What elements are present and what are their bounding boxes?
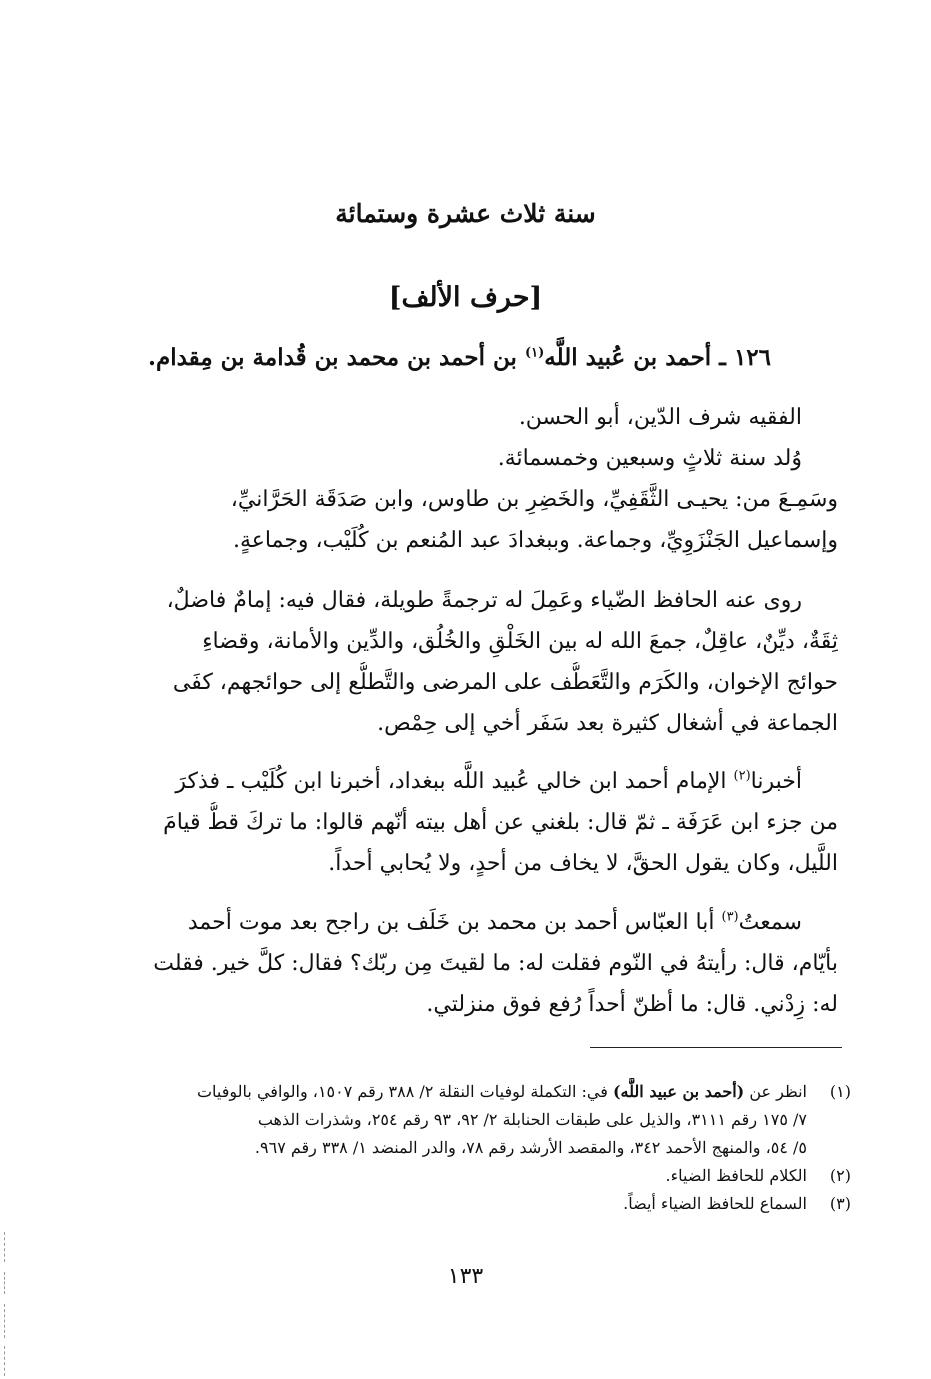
bio-paragraph [93,397,838,561]
footnote-ref-3: (٣) [721,909,739,925]
entry-title-start: ١٢٦ ـ أحمد بن عُبيد اللَّه [544,344,771,371]
para1-line-2: ثِقَةٌ، ديِّنٌ، عاقِلٌ، جمعَ الله له بين الخَلْقِ والخُلُق، والدِّين والأمانة، وقضاءِ [202,629,838,654]
para3-line-3: له: زِدْني. قال: ما أظنّ أحداً رُفع فوق منزلتي. [426,992,838,1017]
para2-line-1 [93,761,838,802]
para3-line-1-start: سمعتُ [738,910,802,935]
entry-title-rest: بن أحمد بن محمد بن قُدامة بن مِقدام. [147,344,525,371]
footnote-3-text: السماع للحافظ الضياء أيضاً. [623,1194,807,1213]
entry-title [131,338,771,378]
para3-line-1 [93,902,838,943]
footnote-2-text: الكلام للحافظ الضياء. [665,1166,807,1185]
footnote-1-subject: (أحمد بن عبيد اللَّه) [612,1082,745,1101]
footnote-2-number: (٢) [829,1166,851,1185]
paragraph-1 [93,580,838,744]
letter-section-heading: [حرف الألف] [388,282,543,313]
footnote-1-line-1 [91,1078,807,1106]
bio-line-4: وإسماعيل الجَنْزَوِيِّ، وجماعة. وببغدادَ عبد المُنعم بن كُلَيْب، وجماعةٍ. [233,528,838,553]
footnote-1-line-2: ٧/ ١٧٥ رقم ٣١١١، والذيل على طبقات الحنابلة ٢/ ٩٢، ٩٣ رقم ٢٥٤، وشذرات الذهب [257,1110,807,1129]
year-heading: سنة ثلاث عشرة وستمائة [335,199,596,228]
paragraph-3 [93,902,838,1025]
scan-edge-mark [4,1272,5,1294]
footnotes [91,1078,851,1218]
page-number: ١٣٣ [447,1264,484,1289]
footnote-2 [91,1162,851,1190]
footnote-ref-1: (١) [524,345,545,361]
footnote-1-line-3: ٥/ ٥٤، والمنهج الأحمد ٣٤٢، والمقصد الأرشد رقم ٧٨، والدر المنضد ١/ ٣٣٨ رقم ٩٦٧. [254,1138,807,1157]
bio-line-1: الفقيه شرف الدّين، أبو الحسن. [518,405,802,430]
scan-edge-mark [4,1232,5,1262]
footnote-1-line-1-rest: في: التكملة لوفيات النقلة ٢/ ٣٨٨ رقم ١٥٠٧، والوافي بالوفيات [196,1082,613,1101]
scan-edge-mark [4,1346,5,1376]
para3-line-1-rest: أبا العبّاس أحمد بن محمد بن خَلَف بن راجح بعد موت أحمد [187,910,722,935]
footnote-1 [91,1078,851,1162]
bio-line-2: وُلد سنة ثلاثٍ وسبعين وخمسمائة. [497,446,802,471]
para2-line-3: اللَّيل، وكان يقول الحقَّ، لا يخاف من أحدٍ، ولا يُحابي أحداً. [328,851,838,876]
footnote-divider [590,1047,842,1048]
bio-line-3: وسَمِـعَ من: يحيـى الثَّقَفِيِّ، والخَضِرِ بن طاوس، وابن صَدَقَة الحَرَّانيِّ، [230,487,838,512]
scan-edge-mark [4,1304,5,1338]
para1-line-4: الجماعة في أشغال كثيرة بعد سَفَر أخي إلى حِمْص. [377,711,838,736]
footnote-3-number: (٣) [829,1194,851,1213]
footnote-1-number: (١) [829,1082,851,1101]
paragraph-2 [93,761,838,884]
footnote-3 [91,1190,851,1218]
para1-line-1: روى عنه الحافظ الضّياء وعَمِلَ له ترجمةً طويلة، فقال فيه: إمامٌ فاضلٌ، [166,588,802,613]
para1-line-3: حوائج الإخوان، والكَرَم والتَّعَطُّف على المرضى والتَّطلُّع إلى حوائجهم، كفَى [172,670,838,695]
para3-line-2: بأيّام، قال: رأيتهُ في النّوم فقلت له: ما لقيتَ مِن ربّك؟ فقال: كلَّ خير. فقلت [153,951,838,976]
para2-line-2: من جزء ابن عَرَفَة ـ ثمّ قال: بلغني عن أهل بيته أنّهم قالوا: ما تركَ قطُّ قيامَ [163,810,838,835]
footnote-ref-2: (٢) [733,768,751,784]
para2-line-1-start: أخبرنا [750,769,802,794]
footnote-1-prefix: انظر عن [744,1082,807,1101]
para2-line-1-rest: الإمام أحمد ابن خالي عُبيد اللَّه ببغداد، أخبرنا ابن كُلَيْب ـ فذكرَ [175,769,734,794]
